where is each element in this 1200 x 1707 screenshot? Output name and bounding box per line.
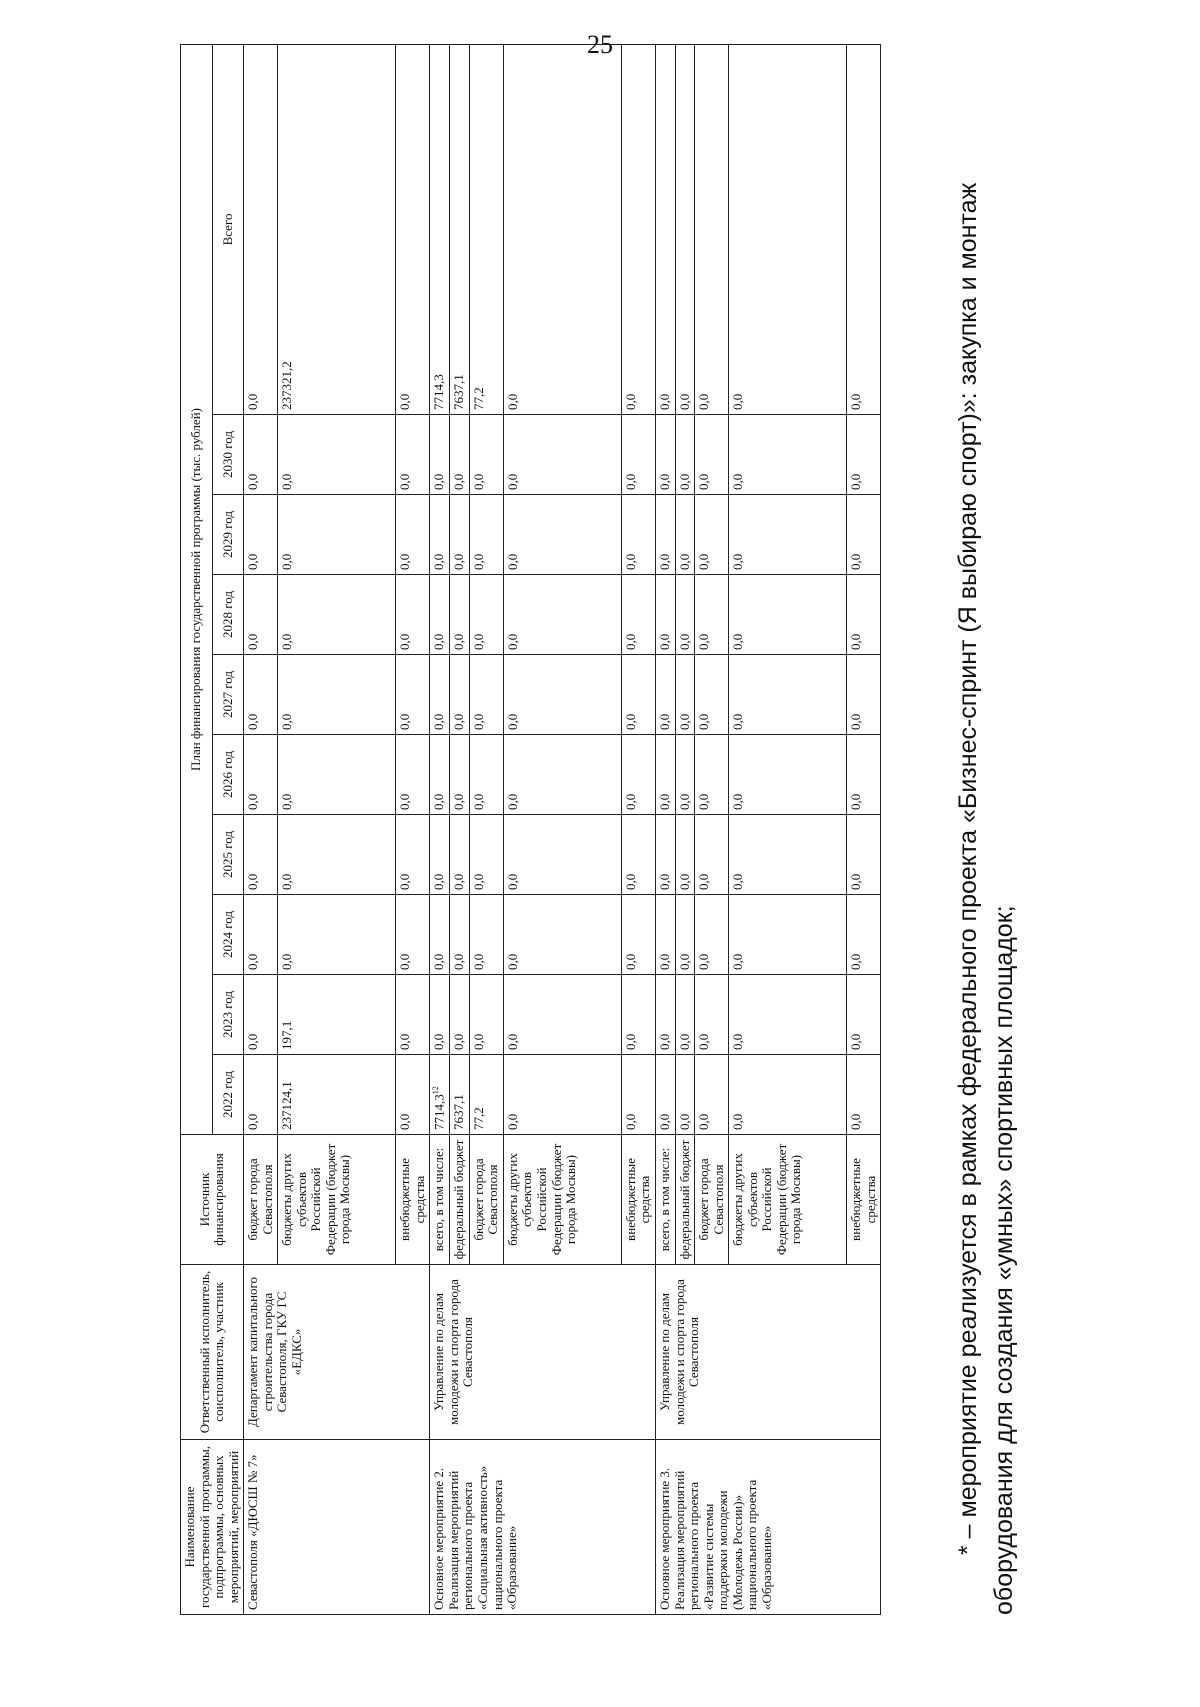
value-cell: 0,0	[675, 815, 695, 895]
value-cell: 0,0	[695, 1055, 729, 1135]
value-cell: 0,0	[847, 735, 881, 815]
value-cell: 0,0	[469, 415, 503, 495]
value-cell: 0,0	[469, 735, 503, 815]
value-cell: 0,0	[655, 735, 675, 815]
funding-source: внебюджетные средства	[847, 1135, 881, 1265]
value-cell: 0,0	[450, 415, 470, 495]
value-cell: 0,0	[695, 655, 729, 735]
value-cell: 0,0	[244, 415, 278, 495]
value-cell: 0,0	[847, 655, 881, 735]
value-cell: 0,0	[621, 895, 655, 975]
value-cell: 0,0	[430, 895, 450, 975]
value-cell: 0,0	[469, 655, 503, 735]
funding-source: бюджет города Севастополя	[695, 1135, 729, 1265]
value-cell: 0,0	[430, 975, 450, 1055]
value-cell: 0,0	[450, 735, 470, 815]
value-cell: 0,0	[278, 815, 396, 895]
value-cell: 0,0	[675, 1055, 695, 1135]
value-cell: 0,0	[695, 575, 729, 655]
value-cell: 0,0	[396, 655, 430, 735]
value-cell: 0,0	[655, 575, 675, 655]
value-cell: 0,0	[396, 895, 430, 975]
value-cell: 0,0	[450, 895, 470, 975]
value-cell: 0,0	[503, 415, 621, 495]
value-cell: 0,0	[621, 495, 655, 575]
value-cell: 7714,3$^{12}$	[430, 1055, 450, 1135]
value-cell: 0,0	[847, 575, 881, 655]
value-cell: 0,0	[729, 655, 847, 735]
value-cell: 0,0	[847, 895, 881, 975]
value-cell: 0,0	[278, 735, 396, 815]
value-cell: 0,0	[729, 1055, 847, 1135]
value-cell: 0,0	[244, 815, 278, 895]
value-cell: 0,0	[503, 815, 621, 895]
value-cell: 0,0	[621, 655, 655, 735]
value-cell: 0,0	[278, 895, 396, 975]
value-cell: 0,0	[430, 655, 450, 735]
value-cell: 0,0	[503, 655, 621, 735]
value-cell: 0,0	[244, 655, 278, 735]
value-cell: 0,0	[396, 975, 430, 1055]
value-cell: 0,0	[655, 1055, 675, 1135]
table-row	[655, 44, 675, 1614]
value-cell: 0,0	[503, 895, 621, 975]
header-year: 2023 год	[212, 975, 244, 1055]
total-cell: 0,0	[675, 44, 695, 414]
funding-source: внебюджетные средства	[621, 1135, 655, 1265]
value-cell: 0,0	[503, 575, 621, 655]
value-cell: 0,0	[675, 495, 695, 575]
program-name: Севастополя «ДЮСШ № 7»	[244, 1440, 430, 1615]
value-cell: 0,0	[430, 575, 450, 655]
value-cell: 0,0	[675, 415, 695, 495]
value-cell: 0,0	[430, 735, 450, 815]
total-cell: 237321,2	[278, 44, 396, 414]
value-cell: 0,0	[469, 975, 503, 1055]
value-cell: 0,0	[729, 495, 847, 575]
funding-source: бюджет города Севастополя	[469, 1135, 503, 1265]
funding-source: внебюджетные средства	[396, 1135, 430, 1265]
value-cell: 0,0	[396, 735, 430, 815]
value-cell: 0,0	[729, 975, 847, 1055]
value-cell: 7637,1	[450, 1055, 470, 1135]
table-row	[430, 44, 450, 1614]
program-name: Основное мероприятие 3. Реализация мероприятий регионального проекта «Развитие системы поддержки молодежи (Молодежь России)» национального проекта «Образование»	[655, 1440, 880, 1615]
footnote	[950, 125, 1023, 1615]
value-cell: 0,0	[675, 575, 695, 655]
header-year: 2026 год	[212, 735, 244, 815]
value-cell: 0,0	[503, 1055, 621, 1135]
value-cell: 0,0	[396, 575, 430, 655]
value-cell: 0,0	[450, 815, 470, 895]
value-cell: 0,0	[621, 735, 655, 815]
total-cell: 0,0	[695, 44, 729, 414]
value-cell: 0,0	[278, 655, 396, 735]
funding-source: федеральный бюджет	[675, 1135, 695, 1265]
value-cell: 0,0	[244, 735, 278, 815]
value-cell: 0,0	[847, 1055, 881, 1135]
value-cell: 0,0	[655, 655, 675, 735]
header-year: 2028 год	[212, 575, 244, 655]
value-cell: 0,0	[729, 415, 847, 495]
header-year: 2027 год	[212, 655, 244, 735]
value-cell: 0,0	[621, 1055, 655, 1135]
value-cell: 0,0	[278, 415, 396, 495]
header-year: 2024 год	[212, 895, 244, 975]
total-cell: 0,0	[847, 44, 881, 414]
value-cell: 0,0	[695, 895, 729, 975]
value-cell: 0,0	[244, 975, 278, 1055]
value-cell: 0,0	[695, 735, 729, 815]
value-cell: 0,0	[469, 815, 503, 895]
value-cell: 0,0	[450, 495, 470, 575]
value-cell: 0,0	[503, 975, 621, 1055]
value-cell: 0,0	[675, 655, 695, 735]
value-cell: 0,0	[729, 895, 847, 975]
header-responsible: Ответственный исполнитель, соисполнитель, участник	[181, 1265, 244, 1440]
rotated-content	[180, 125, 1080, 1615]
value-cell: 0,0	[244, 895, 278, 975]
value-cell: 0,0	[503, 735, 621, 815]
value-cell: 0,0	[450, 575, 470, 655]
value-cell: 0,0	[729, 735, 847, 815]
total-cell: 0,0	[655, 44, 675, 414]
funding-source: федеральный бюджет	[450, 1135, 470, 1265]
footnote-line: * – мероприятие реализуется в рамках федерального проекта «Бизнес-спринт (Я выбираю спорт)»: закупка и монтаж	[954, 182, 982, 1555]
page-number: 25	[587, 30, 613, 59]
value-cell: 0,0	[729, 575, 847, 655]
value-cell: 0,0	[396, 495, 430, 575]
value-cell: 0,0	[396, 815, 430, 895]
value-cell: 0,0	[621, 975, 655, 1055]
value-cell: 0,0	[430, 815, 450, 895]
value-cell: 0,0	[695, 975, 729, 1055]
value-cell: 0,0	[675, 735, 695, 815]
total-cell: 0,0	[621, 44, 655, 414]
value-cell: 0,0	[244, 495, 278, 575]
funding-source: всего, в том числе:	[430, 1135, 450, 1265]
value-cell: 77,2	[469, 1055, 503, 1135]
value-cell: 0,0	[695, 415, 729, 495]
footnote-line: оборудования для создания «умных» спортивных площадок;	[990, 905, 1019, 1615]
header-year: 2022 год	[212, 1055, 244, 1135]
total-cell: 77,2	[469, 44, 503, 414]
total-cell: 7637,1	[450, 44, 470, 414]
value-cell: 0,0	[621, 415, 655, 495]
table-row	[244, 44, 278, 1614]
header-row-1	[181, 44, 213, 1614]
header-total: Всего	[212, 44, 244, 414]
value-cell: 0,0	[847, 815, 881, 895]
footnote-ref: 12	[431, 1086, 441, 1095]
header-name: Наименование государственной программы, подпрограммы, основных мероприятий, мероприятий	[181, 1440, 244, 1615]
funding-source: бюджет города Севастополя	[244, 1135, 278, 1265]
value-cell: 0,0	[469, 575, 503, 655]
value-cell: 0,0	[695, 495, 729, 575]
value-cell: 0,0	[847, 495, 881, 575]
funding-source: бюджеты других субъектов Российской Федерации (бюджет города Москвы)	[729, 1135, 847, 1265]
value-cell: 0,0	[655, 415, 675, 495]
responsible-executor: Департамент капитального строительства города Севастополя, ГКУ ГС «ЕДКС»	[244, 1265, 430, 1440]
header-plan: План финансирования государственной программы (тыс. рублей)	[181, 44, 213, 1134]
value-cell: 0,0	[675, 975, 695, 1055]
responsible-executor: Управление по делам молодежи и спорта города Севастополя	[655, 1265, 880, 1440]
value-cell: 0,0	[655, 495, 675, 575]
value-cell: 0,0	[430, 415, 450, 495]
value-cell: 0,0	[621, 575, 655, 655]
value-cell: 0,0	[396, 415, 430, 495]
value-cell: 0,0	[695, 815, 729, 895]
value-cell: 0,0	[469, 495, 503, 575]
value-cell: 0,0	[503, 495, 621, 575]
header-year: 2030 год	[212, 415, 244, 495]
value-cell: 237124,1	[278, 1055, 396, 1135]
funding-source: бюджеты других субъектов Российской Федерации (бюджет города Москвы)	[503, 1135, 621, 1265]
value-cell: 0,0	[675, 895, 695, 975]
total-cell: 0,0	[396, 44, 430, 414]
program-name: Основное мероприятие 2. Реализация мероприятий регионального проекта «Социальная активность» национального проекта «Образование»	[430, 1440, 656, 1615]
value-cell: 0,0	[847, 415, 881, 495]
value-cell: 197,1	[278, 975, 396, 1055]
value-cell: 0,0	[244, 1055, 278, 1135]
value-cell: 0,0	[396, 1055, 430, 1135]
funding-source: всего, в том числе:	[655, 1135, 675, 1265]
value-cell: 0,0	[469, 895, 503, 975]
value-cell: 0,0	[621, 815, 655, 895]
responsible-executor: Управление по делам молодежи и спорта города Севастополя	[430, 1265, 656, 1440]
header-year: 2025 год	[212, 815, 244, 895]
funding-source: бюджеты других субъектов Российской Федерации (бюджет города Москвы)	[278, 1135, 396, 1265]
value-cell: 0,0	[450, 655, 470, 735]
header-source: Источник финансирования	[181, 1135, 244, 1265]
value-cell: 0,0	[278, 575, 396, 655]
value-cell: 0,0	[655, 895, 675, 975]
value-cell: 0,0	[655, 975, 675, 1055]
financing-table	[180, 44, 881, 1615]
total-cell: 7714,3	[430, 44, 450, 414]
value-cell: 0,0	[430, 495, 450, 575]
value-cell: 0,0	[729, 815, 847, 895]
value-cell: 0,0	[450, 975, 470, 1055]
total-cell: 0,0	[244, 44, 278, 414]
total-cell: 0,0	[729, 44, 847, 414]
value-cell: 0,0	[244, 575, 278, 655]
header-year: 2029 год	[212, 495, 244, 575]
value-cell: 0,0	[847, 975, 881, 1055]
total-cell: 0,0	[503, 44, 621, 414]
value-cell: 0,0	[278, 495, 396, 575]
value-cell: 0,0	[655, 815, 675, 895]
